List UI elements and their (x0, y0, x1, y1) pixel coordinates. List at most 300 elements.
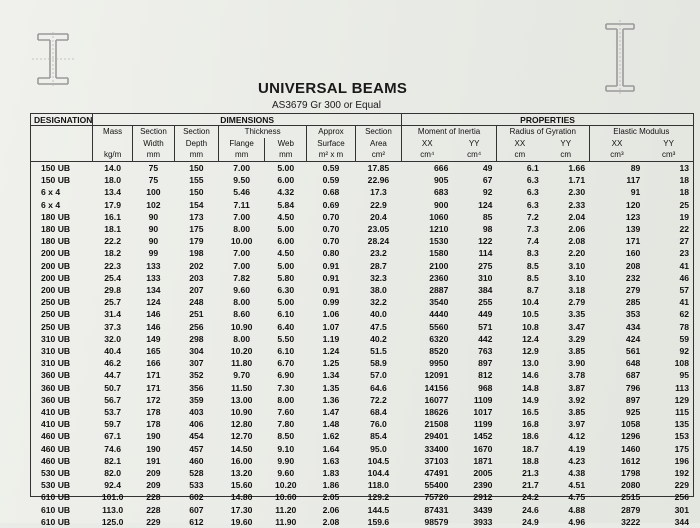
cell-surface: 1.63 (307, 455, 356, 467)
table-row (31, 235, 693, 247)
ixx-unit: cm⁴ (402, 149, 453, 162)
table-row (31, 162, 693, 175)
cell-web: 6.70 (265, 357, 307, 369)
cell-zyy: 46 (644, 272, 693, 284)
cell-area: 64.6 (355, 382, 401, 394)
cell-rxx: 7.3 (496, 223, 542, 235)
cell-rxx: 6.3 (496, 174, 542, 186)
cell-zyy: 18 (644, 174, 693, 186)
cell-flange: 12.70 (218, 430, 264, 442)
cell-width: 178 (132, 418, 174, 430)
cell-mass: 14.0 (93, 162, 133, 175)
cell-web: 7.30 (265, 382, 307, 394)
ixx-header: XX (402, 138, 453, 149)
cell-area: 85.4 (355, 430, 401, 442)
cell-ryy: 1.71 (543, 174, 589, 186)
cell-width: 100 (132, 186, 174, 198)
cell-designation: 200 UB (31, 284, 93, 296)
cell-area: 47.5 (355, 321, 401, 333)
table-row (31, 357, 693, 369)
cell-mass: 59.7 (93, 418, 133, 430)
iyy-header: YY (452, 138, 496, 149)
cell-flange: 7.00 (218, 162, 264, 175)
surface-unit: m² x m (307, 149, 356, 162)
cell-zxx: 3222 (589, 516, 644, 528)
cell-area: 40.0 (355, 308, 401, 320)
table-row (31, 199, 693, 211)
cell-mass: 101.0 (93, 491, 133, 503)
cell-zxx: 796 (589, 382, 644, 394)
cell-ryy: 4.23 (543, 455, 589, 467)
table-row (31, 211, 693, 223)
cell-zxx: 91 (589, 186, 644, 198)
cell-designation: 410 UB (31, 418, 93, 430)
cell-depth: 203 (174, 272, 218, 284)
cell-flange: 16.00 (218, 455, 264, 467)
table-row (31, 272, 693, 284)
cell-rxx: 14.6 (496, 369, 542, 381)
cell-depth: 248 (174, 296, 218, 308)
table-row (31, 467, 693, 479)
cell-designation: 310 UB (31, 345, 93, 357)
cell-zyy: 57 (644, 284, 693, 296)
cell-surface: 1.86 (307, 479, 356, 491)
cell-iyy: 3439 (452, 504, 496, 516)
cell-iyy: 1871 (452, 455, 496, 467)
cell-mass: 56.7 (93, 394, 133, 406)
cell-depth: 359 (174, 394, 218, 406)
cell-area: 159.6 (355, 516, 401, 528)
cell-area: 118.0 (355, 479, 401, 491)
cell-ryy: 2.33 (543, 199, 589, 211)
cell-mass: 53.7 (93, 406, 133, 418)
approx-surface-header: Approx (307, 126, 356, 139)
cell-zxx: 1296 (589, 430, 644, 442)
cell-flange: 10.00 (218, 235, 264, 247)
cell-area: 17.3 (355, 186, 401, 198)
cell-depth: 403 (174, 406, 218, 418)
cell-zxx: 2515 (589, 491, 644, 503)
cell-depth: 352 (174, 369, 218, 381)
cell-mass: 29.8 (93, 284, 133, 296)
cell-iyy: 98 (452, 223, 496, 235)
cell-ryy: 3.18 (543, 284, 589, 296)
cell-web: 10.60 (265, 491, 307, 503)
cell-web: 5.84 (265, 199, 307, 211)
cell-web: 8.50 (265, 430, 307, 442)
cell-rxx: 8.5 (496, 272, 542, 284)
cell-rxx: 24.6 (496, 504, 542, 516)
cell-width: 75 (132, 162, 174, 175)
cell-web: 9.60 (265, 467, 307, 479)
cell-surface: 0.91 (307, 272, 356, 284)
table-row (31, 369, 693, 381)
cell-mass: 22.3 (93, 260, 133, 272)
cell-ixx: 47491 (402, 467, 453, 479)
cell-mass: 18.0 (93, 174, 133, 186)
cell-mass: 13.4 (93, 186, 133, 198)
cell-zyy: 153 (644, 430, 693, 442)
cell-mass: 46.2 (93, 357, 133, 369)
cell-depth: 406 (174, 418, 218, 430)
cell-surface: 0.80 (307, 247, 356, 259)
table-row (31, 333, 693, 345)
cell-flange: 9.60 (218, 284, 264, 296)
cell-ixx: 1060 (402, 211, 453, 223)
cell-ixx: 1580 (402, 247, 453, 259)
cell-area: 20.4 (355, 211, 401, 223)
cell-iyy: 1017 (452, 406, 496, 418)
cell-mass: 125.0 (93, 516, 133, 528)
cell-area: 95.0 (355, 443, 401, 455)
cell-surface: 1.35 (307, 382, 356, 394)
cell-width: 134 (132, 284, 174, 296)
cell-designation: 6 x 4 (31, 199, 93, 211)
cell-iyy: 897 (452, 357, 496, 369)
universal-beam-icon-left (28, 30, 78, 90)
cell-depth: 202 (174, 260, 218, 272)
cell-mass: 31.4 (93, 308, 133, 320)
cell-rxx: 12.9 (496, 345, 542, 357)
cell-depth: 150 (174, 186, 218, 198)
cell-rxx: 6.3 (496, 199, 542, 211)
cell-flange: 8.60 (218, 308, 264, 320)
cell-ryy: 2.04 (543, 211, 589, 223)
cell-depth: 612 (174, 516, 218, 528)
cell-web: 6.10 (265, 308, 307, 320)
cell-surface: 1.24 (307, 345, 356, 357)
cell-zxx: 897 (589, 394, 644, 406)
cell-rxx: 6.1 (496, 162, 542, 175)
cell-rxx: 8.5 (496, 260, 542, 272)
cell-flange: 10.90 (218, 321, 264, 333)
cell-mass: 92.4 (93, 479, 133, 491)
cell-area: 22.96 (355, 174, 401, 186)
cell-area: 76.0 (355, 418, 401, 430)
cell-rxx: 10.5 (496, 308, 542, 320)
cell-iyy: 2005 (452, 467, 496, 479)
cell-flange: 14.50 (218, 443, 264, 455)
cell-ixx: 37103 (402, 455, 453, 467)
table-row (31, 418, 693, 430)
cell-designation: 180 UB (31, 223, 93, 235)
cell-area: 28.7 (355, 260, 401, 272)
cell-surface: 0.99 (307, 296, 356, 308)
cell-zxx: 160 (589, 247, 644, 259)
cell-designation: 410 UB (31, 406, 93, 418)
cell-iyy: 3933 (452, 516, 496, 528)
cell-width: 172 (132, 394, 174, 406)
cell-area: 23.05 (355, 223, 401, 235)
cell-surface: 1.62 (307, 430, 356, 442)
cell-designation: 180 UB (31, 211, 93, 223)
table-row (31, 186, 693, 198)
cell-zxx: 232 (589, 272, 644, 284)
cell-ixx: 29401 (402, 430, 453, 442)
cell-designation: 180 UB (31, 235, 93, 247)
cell-zxx: 1612 (589, 455, 644, 467)
cell-web: 7.80 (265, 418, 307, 430)
cell-web: 6.00 (265, 235, 307, 247)
cell-area: 40.2 (355, 333, 401, 345)
cell-iyy: 2390 (452, 479, 496, 491)
table-row (31, 223, 693, 235)
cell-web: 5.00 (265, 223, 307, 235)
cell-mass: 18.1 (93, 223, 133, 235)
cell-ixx: 14156 (402, 382, 453, 394)
cell-iyy: 124 (452, 199, 496, 211)
cell-designation: 360 UB (31, 369, 93, 381)
cell-rxx: 24.9 (496, 516, 542, 528)
zxx-unit: cm³ (589, 149, 644, 162)
cell-ryy: 3.10 (543, 272, 589, 284)
cell-mass: 17.9 (93, 199, 133, 211)
table-row (31, 321, 693, 333)
zyy-unit: cm³ (644, 149, 693, 162)
cell-ixx: 75720 (402, 491, 453, 503)
cell-flange: 7.11 (218, 199, 264, 211)
cell-rxx: 7.4 (496, 235, 542, 247)
cell-rxx: 13.0 (496, 357, 542, 369)
cell-designation: 150 UB (31, 162, 93, 175)
table-row (31, 443, 693, 455)
cell-iyy: 1199 (452, 418, 496, 430)
cell-mass: 37.3 (93, 321, 133, 333)
mass-header: Mass (93, 126, 133, 139)
cell-mass: 50.7 (93, 382, 133, 394)
cell-designation: 610 UB (31, 516, 93, 528)
cell-depth: 602 (174, 491, 218, 503)
depth-unit: mm (174, 149, 218, 162)
cell-iyy: 114 (452, 247, 496, 259)
rxx-unit: cm (496, 149, 542, 162)
cell-area: 68.4 (355, 406, 401, 418)
cell-iyy: 763 (452, 345, 496, 357)
cell-ryy: 4.88 (543, 504, 589, 516)
cell-iyy: 275 (452, 260, 496, 272)
cell-zyy: 135 (644, 418, 693, 430)
cell-ixx: 6320 (402, 333, 453, 345)
section-width-header: Section (132, 126, 174, 139)
cell-width: 209 (132, 467, 174, 479)
cell-zyy: 18 (644, 186, 693, 198)
properties-table (31, 114, 693, 528)
cell-iyy: 2912 (452, 491, 496, 503)
cell-ryy: 3.85 (543, 406, 589, 418)
cell-zyy: 22 (644, 223, 693, 235)
cell-flange: 15.60 (218, 479, 264, 491)
cell-depth: 198 (174, 247, 218, 259)
cell-zyy: 192 (644, 467, 693, 479)
cell-ixx: 55400 (402, 479, 453, 491)
cell-rxx: 10.8 (496, 321, 542, 333)
cell-iyy: 442 (452, 333, 496, 345)
cell-ryy: 3.87 (543, 382, 589, 394)
cell-zxx: 2879 (589, 504, 644, 516)
cell-depth: 154 (174, 199, 218, 211)
cell-surface: 0.91 (307, 284, 356, 296)
radius-gyration-header: Radius of Gyration (496, 126, 589, 139)
cell-ryy: 3.97 (543, 418, 589, 430)
cell-ryy: 4.12 (543, 430, 589, 442)
cell-flange: 8.00 (218, 333, 264, 345)
cell-web: 9.10 (265, 443, 307, 455)
cell-flange: 14.80 (218, 491, 264, 503)
cell-surface: 0.91 (307, 260, 356, 272)
cell-zyy: 95 (644, 369, 693, 381)
cell-area: 51.5 (355, 345, 401, 357)
ryy-header: YY (543, 138, 589, 149)
cell-flange: 11.50 (218, 382, 264, 394)
table-row (31, 504, 693, 516)
cell-surface: 2.05 (307, 491, 356, 503)
cell-ixx: 98579 (402, 516, 453, 528)
cell-zyy: 23 (644, 247, 693, 259)
dimensions-header: DIMENSIONS (93, 114, 402, 126)
cell-depth: 207 (174, 284, 218, 296)
cell-ryy: 3.92 (543, 394, 589, 406)
moment-inertia-header: Moment of Inertia (402, 126, 497, 139)
cell-zyy: 129 (644, 394, 693, 406)
cell-flange: 10.90 (218, 406, 264, 418)
cell-designation: 250 UB (31, 296, 93, 308)
cell-width: 75 (132, 174, 174, 186)
cell-rxx: 10.4 (496, 296, 542, 308)
section-depth-header: Section (174, 126, 218, 139)
cell-flange: 7.00 (218, 211, 264, 223)
cell-mass: 25.7 (93, 296, 133, 308)
cell-depth: 307 (174, 357, 218, 369)
cell-flange: 9.70 (218, 369, 264, 381)
cell-zxx: 139 (589, 223, 644, 235)
cell-zxx: 434 (589, 321, 644, 333)
cell-web: 6.10 (265, 345, 307, 357)
cell-designation: 610 UB (31, 504, 93, 516)
cell-surface: 0.70 (307, 235, 356, 247)
cell-ryy: 3.90 (543, 357, 589, 369)
cell-designation: 460 UB (31, 430, 93, 442)
table-row (31, 491, 693, 503)
approx-surface-header-2: Surface (307, 138, 356, 149)
cell-width: 229 (132, 516, 174, 528)
cell-zxx: 687 (589, 369, 644, 381)
cell-rxx: 7.2 (496, 211, 542, 223)
cell-flange: 7.00 (218, 247, 264, 259)
cell-zyy: 41 (644, 260, 693, 272)
table-row (31, 260, 693, 272)
cell-depth: 528 (174, 467, 218, 479)
cell-designation: 200 UB (31, 272, 93, 284)
cell-zyy: 229 (644, 479, 693, 491)
cell-ixx: 2887 (402, 284, 453, 296)
cell-zyy: 78 (644, 321, 693, 333)
cell-surface: 1.48 (307, 418, 356, 430)
cell-designation: 610 UB (31, 491, 93, 503)
cell-width: 209 (132, 479, 174, 491)
cell-rxx: 8.3 (496, 247, 542, 259)
cell-zyy: 62 (644, 308, 693, 320)
cell-ryy: 4.51 (543, 479, 589, 491)
cell-surface: 1.47 (307, 406, 356, 418)
iyy-unit: cm⁴ (452, 149, 496, 162)
cell-zxx: 424 (589, 333, 644, 345)
cell-zxx: 171 (589, 235, 644, 247)
page-subtitle: AS3679 Gr 300 or Equal (272, 100, 381, 111)
cell-rxx: 14.9 (496, 394, 542, 406)
cell-depth: 175 (174, 223, 218, 235)
universal-beam-icon-right (592, 18, 648, 98)
cell-mass: 18.2 (93, 247, 133, 259)
cell-surface: 2.08 (307, 516, 356, 528)
cell-mass: 25.4 (93, 272, 133, 284)
zxx-header: XX (589, 138, 644, 149)
cell-zxx: 1798 (589, 467, 644, 479)
cell-zyy: 92 (644, 345, 693, 357)
cell-designation: 200 UB (31, 260, 93, 272)
cell-designation: 250 UB (31, 308, 93, 320)
cell-ryy: 1.66 (543, 162, 589, 175)
cell-ixx: 8520 (402, 345, 453, 357)
cell-surface: 1.07 (307, 321, 356, 333)
cell-web: 11.90 (265, 516, 307, 528)
cell-ixx: 12091 (402, 369, 453, 381)
table-row (31, 455, 693, 467)
cell-iyy: 310 (452, 272, 496, 284)
cell-zyy: 108 (644, 357, 693, 369)
web-unit: mm (265, 149, 307, 162)
cell-depth: 173 (174, 211, 218, 223)
cell-zxx: 2080 (589, 479, 644, 491)
cell-zxx: 123 (589, 211, 644, 223)
cell-designation: 6 x 4 (31, 186, 93, 198)
cell-zyy: 301 (644, 504, 693, 516)
cell-width: 171 (132, 382, 174, 394)
cell-depth: 607 (174, 504, 218, 516)
cell-width: 102 (132, 199, 174, 211)
cell-area: 129.2 (355, 491, 401, 503)
table-row (31, 308, 693, 320)
cell-ixx: 9950 (402, 357, 453, 369)
cell-area: 23.2 (355, 247, 401, 259)
cell-flange: 7.82 (218, 272, 264, 284)
cell-zyy: 59 (644, 333, 693, 345)
cell-width: 90 (132, 235, 174, 247)
cell-mass: 40.4 (93, 345, 133, 357)
table-row (31, 174, 693, 186)
cell-zxx: 208 (589, 260, 644, 272)
cell-zyy: 19 (644, 211, 693, 223)
cell-rxx: 6.3 (496, 186, 542, 198)
table-row (31, 516, 693, 528)
cell-designation: 360 UB (31, 394, 93, 406)
rxx-header: XX (496, 138, 542, 149)
cell-area: 104.5 (355, 455, 401, 467)
cell-zxx: 1460 (589, 443, 644, 455)
cell-depth: 150 (174, 162, 218, 175)
cell-iyy: 1670 (452, 443, 496, 455)
section-width-header-2: Width (132, 138, 174, 149)
flange-unit: mm (218, 149, 264, 162)
cell-surface: 0.59 (307, 174, 356, 186)
cell-designation: 530 UB (31, 467, 93, 479)
cell-ryy: 2.08 (543, 235, 589, 247)
cell-area: 32.2 (355, 296, 401, 308)
table-row (31, 479, 693, 491)
cell-width: 90 (132, 211, 174, 223)
cell-zxx: 1058 (589, 418, 644, 430)
cell-surface: 0.68 (307, 186, 356, 198)
elastic-modulus-header: Elastic Modulus (589, 126, 693, 139)
